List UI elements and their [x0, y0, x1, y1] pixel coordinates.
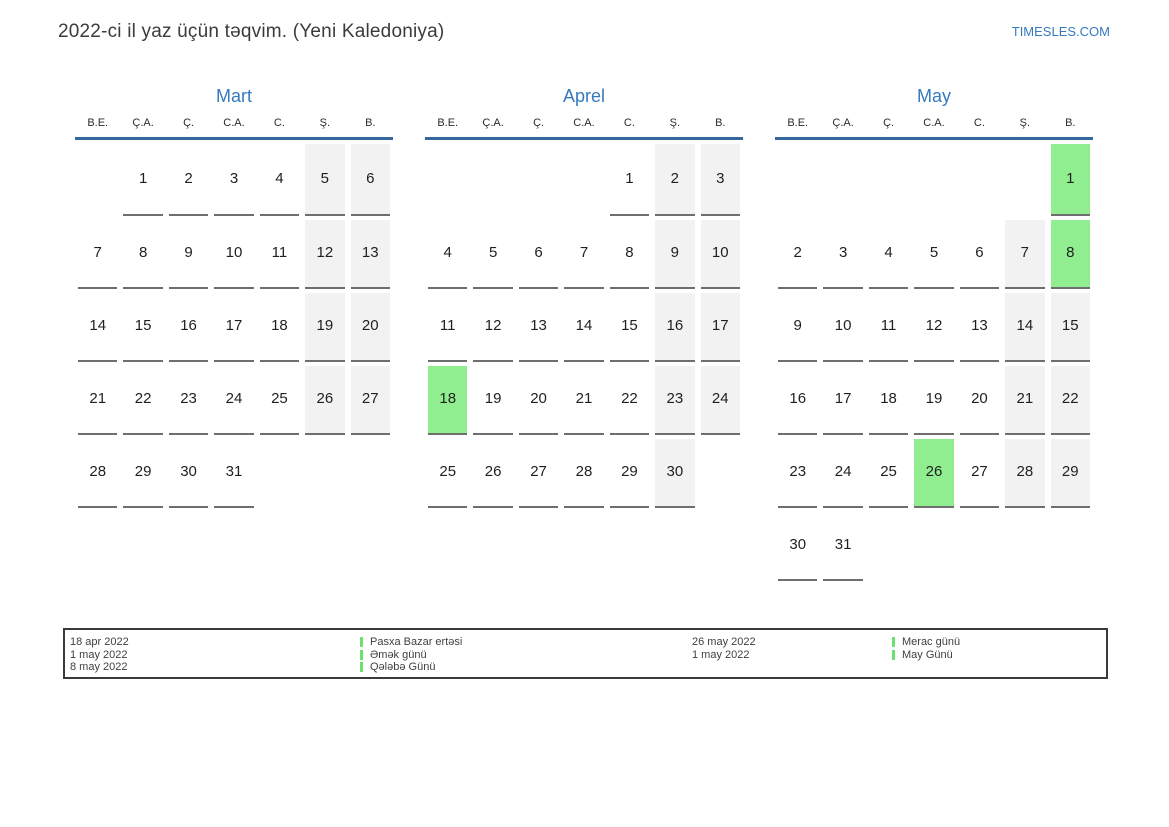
- day-cell-may-3: [820, 216, 865, 289]
- day-cell-mart-14: [75, 289, 120, 362]
- day-number: 2: [184, 169, 193, 187]
- empty-cell: [1048, 508, 1093, 581]
- weekday-label: Ç.: [183, 116, 195, 129]
- day-number: 30: [666, 463, 684, 480]
- day-cell-may-13: [957, 289, 1002, 362]
- day-number: 8: [625, 244, 634, 261]
- day-number: 8: [138, 244, 148, 261]
- day-number: 16: [789, 390, 807, 407]
- weekday-label: C.: [973, 116, 985, 129]
- day-cell-may-16: [775, 362, 820, 435]
- weekday-label: C.: [623, 116, 635, 129]
- day-number: 21: [89, 390, 107, 407]
- day-cell-may-7: [1002, 216, 1047, 289]
- legend-holiday-label: Merac günü: [902, 636, 961, 649]
- day-cell-aprel-22: [607, 362, 652, 435]
- day-cell-mart-4: [257, 140, 302, 216]
- day-cell-mart-6: [348, 140, 393, 216]
- day-cell-mart-29: [120, 435, 165, 508]
- month-may: [775, 84, 1093, 581]
- day-number: [698, 435, 743, 508]
- day-number: 23: [789, 463, 807, 480]
- day-number: 5: [488, 244, 498, 261]
- day-number: 17: [225, 317, 243, 334]
- day-cell-aprel-21: [561, 362, 606, 435]
- day-cell-mart-19: [302, 289, 347, 362]
- day-cell-may-23: [775, 435, 820, 508]
- day-cell-aprel-10: [698, 216, 743, 289]
- day-number: [348, 435, 393, 508]
- day-cell-may-18: [866, 362, 911, 435]
- day-cell-aprel-14: [561, 289, 606, 362]
- day-cell-aprel-28: [561, 435, 606, 508]
- day-number: 7: [579, 244, 589, 261]
- day-number: 4: [443, 244, 452, 261]
- day-cell-aprel-6: [516, 216, 561, 289]
- month-title: Mart: [216, 86, 252, 106]
- day-number: 19: [316, 317, 334, 334]
- day-number: 6: [534, 244, 543, 261]
- day-cell-aprel-15: [607, 289, 652, 362]
- day-cell-mart-7: [75, 216, 120, 289]
- day-cell-mart-16: [166, 289, 211, 362]
- day-cell-mart-26: [302, 362, 347, 435]
- day-number: 29: [134, 463, 152, 480]
- day-cell-aprel-18: [425, 362, 470, 435]
- day-cell-mart-10: [211, 216, 256, 289]
- day-number: 17: [834, 390, 852, 407]
- day-cell-mart-25: [257, 362, 302, 435]
- day-number: [957, 508, 1002, 581]
- empty-cell: [775, 140, 820, 216]
- day-number: 10: [834, 317, 852, 334]
- legend-holidays-column: [360, 636, 462, 673]
- holiday-marker-icon: [360, 650, 363, 660]
- day-number: [820, 140, 865, 216]
- day-number: 26: [925, 463, 943, 480]
- day-cell-aprel-26: [470, 435, 515, 508]
- legend-holiday: [360, 661, 462, 673]
- weekday-label: Ç.A.: [132, 116, 154, 129]
- day-cell-mart-23: [166, 362, 211, 435]
- day-cell-may-31: [820, 508, 865, 581]
- empty-cell: [561, 140, 606, 216]
- day-cell-may-28: [1002, 435, 1047, 508]
- weekday-label: B.E.: [87, 116, 109, 129]
- month-grid: [425, 140, 743, 508]
- weekday-label: C.: [273, 116, 285, 129]
- day-number: 29: [1061, 463, 1079, 480]
- day-number: 21: [1016, 390, 1034, 407]
- day-number: 28: [1016, 463, 1034, 480]
- empty-cell: [866, 140, 911, 216]
- day-cell-may-2: [775, 216, 820, 289]
- day-cell-mart-8: [120, 216, 165, 289]
- empty-cell: [1002, 140, 1047, 216]
- day-number: [561, 140, 606, 216]
- day-number: 16: [666, 317, 684, 334]
- day-cell-may-10: [820, 289, 865, 362]
- day-number: 17: [711, 317, 729, 334]
- day-number: 25: [439, 463, 457, 480]
- weekday-label: Ç.: [533, 116, 545, 129]
- day-number: 28: [89, 463, 107, 480]
- day-cell-mart-12: [302, 216, 347, 289]
- empty-cell: [257, 435, 302, 508]
- weekday-label: B.: [1065, 116, 1076, 129]
- day-number: [911, 508, 956, 581]
- day-cell-may-30: [775, 508, 820, 581]
- page-title: 2022-ci il yaz üçün təqvim. (Yeni Kaledoniya): [58, 21, 445, 42]
- day-number: 12: [925, 317, 943, 334]
- day-cell-mart-30: [166, 435, 211, 508]
- month-title: Aprel: [562, 86, 606, 106]
- day-cell-aprel-7: [561, 216, 606, 289]
- legend-holiday: [892, 648, 960, 660]
- day-number: 14: [575, 317, 593, 334]
- day-cell-mart-1: [120, 140, 165, 216]
- day-cell-mart-27: [348, 362, 393, 435]
- month-mart: [75, 84, 393, 508]
- weekday-header-row: [775, 108, 1093, 140]
- legend-date: 18 apr 2022: [70, 636, 129, 649]
- day-number: 24: [834, 463, 852, 480]
- day-number: 5: [929, 244, 939, 261]
- day-number: 18: [439, 390, 457, 407]
- day-cell-may-8: [1048, 216, 1093, 289]
- month-grid: [775, 140, 1093, 581]
- day-number: 19: [484, 390, 502, 407]
- day-number: 25: [271, 390, 288, 407]
- day-cell-aprel-30: [652, 435, 697, 508]
- day-number: 1: [1066, 169, 1075, 187]
- day-cell-mart-5: [302, 140, 347, 216]
- day-number: 7: [93, 244, 102, 261]
- empty-cell: [911, 140, 956, 216]
- day-number: 12: [316, 244, 334, 261]
- day-number: 11: [271, 244, 288, 261]
- day-cell-mart-18: [257, 289, 302, 362]
- day-number: 3: [229, 169, 239, 187]
- day-number: 18: [880, 390, 897, 407]
- day-number: [775, 140, 820, 216]
- day-number: 21: [575, 390, 593, 407]
- day-number: 26: [484, 463, 502, 480]
- day-cell-aprel-29: [607, 435, 652, 508]
- day-number: 19: [925, 390, 943, 407]
- day-number: 22: [134, 390, 152, 407]
- day-cell-aprel-9: [652, 216, 697, 289]
- day-number: 20: [971, 390, 988, 407]
- day-number: 27: [361, 390, 379, 407]
- day-number: [470, 140, 515, 216]
- day-number: 4: [884, 244, 893, 261]
- day-cell-may-27: [957, 435, 1002, 508]
- empty-cell: [698, 435, 743, 508]
- legend-holiday-label: Pasxa Bazar ertəsi: [370, 636, 463, 649]
- legend-holiday-label: May Günü: [902, 648, 953, 661]
- empty-cell: [75, 140, 120, 216]
- site-link[interactable]: TIMESLES.COM: [1011, 24, 1110, 39]
- weekday-header-row: [75, 108, 393, 140]
- weekday-label: Ş.: [319, 116, 331, 129]
- day-number: [866, 508, 911, 581]
- day-number: 14: [1016, 317, 1034, 334]
- day-number: 11: [880, 317, 897, 334]
- day-number: 15: [1061, 317, 1079, 334]
- day-number: 22: [1061, 390, 1079, 407]
- day-cell-may-6: [957, 216, 1002, 289]
- weekday-label: B.: [715, 116, 726, 129]
- day-cell-aprel-4: [425, 216, 470, 289]
- legend-date: 1 may 2022: [70, 648, 128, 661]
- day-number: 31: [834, 536, 852, 553]
- holiday-marker-icon: [892, 637, 895, 647]
- day-number: 29: [621, 463, 638, 480]
- day-cell-aprel-2: [652, 140, 697, 216]
- day-number: 9: [184, 244, 193, 261]
- day-cell-mart-2: [166, 140, 211, 216]
- holiday-marker-icon: [360, 637, 363, 647]
- legend-holiday-label: Qələbə Günü: [370, 660, 436, 673]
- month-aprel: [425, 84, 743, 508]
- day-number: [302, 435, 347, 508]
- day-number: [1048, 508, 1093, 581]
- holiday-marker-icon: [892, 650, 895, 660]
- day-number: 28: [575, 463, 593, 480]
- day-number: 8: [1066, 244, 1075, 261]
- day-cell-may-22: [1048, 362, 1093, 435]
- day-number: 5: [320, 169, 330, 187]
- day-cell-aprel-27: [516, 435, 561, 508]
- day-cell-mart-17: [211, 289, 256, 362]
- day-cell-may-26: [911, 435, 956, 508]
- weekday-label: Ş.: [1019, 116, 1031, 129]
- day-number: 7: [1020, 244, 1030, 261]
- day-cell-aprel-25: [425, 435, 470, 508]
- day-cell-may-20: [957, 362, 1002, 435]
- day-cell-may-29: [1048, 435, 1093, 508]
- day-cell-aprel-20: [516, 362, 561, 435]
- day-cell-aprel-19: [470, 362, 515, 435]
- weekday-label: C.A.: [923, 116, 945, 129]
- day-cell-may-5: [911, 216, 956, 289]
- empty-cell: [957, 140, 1002, 216]
- day-cell-mart-13: [348, 216, 393, 289]
- legend-dates-column: [70, 636, 129, 673]
- day-cell-may-12: [911, 289, 956, 362]
- day-number: 6: [975, 244, 984, 261]
- day-cell-mart-24: [211, 362, 256, 435]
- empty-cell: [348, 435, 393, 508]
- day-number: 31: [225, 463, 243, 480]
- legend-holiday: [892, 636, 960, 648]
- weekday-header-row: [425, 108, 743, 140]
- day-cell-may-19: [911, 362, 956, 435]
- day-cell-may-9: [775, 289, 820, 362]
- day-number: [75, 140, 120, 216]
- day-number: 2: [793, 244, 802, 261]
- day-number: 20: [530, 390, 547, 407]
- day-number: 10: [711, 244, 729, 261]
- day-number: [425, 140, 470, 216]
- day-number: 4: [275, 169, 284, 187]
- day-number: 9: [670, 244, 680, 261]
- day-number: 18: [271, 317, 288, 334]
- day-cell-may-21: [1002, 362, 1047, 435]
- day-cell-aprel-11: [425, 289, 470, 362]
- weekday-label: B.: [365, 116, 376, 129]
- day-number: 11: [439, 317, 456, 334]
- day-number: 14: [89, 317, 107, 334]
- day-number: 3: [838, 244, 848, 261]
- day-cell-mart-21: [75, 362, 120, 435]
- day-number: 26: [316, 390, 334, 407]
- day-number: 15: [621, 317, 638, 334]
- day-cell-mart-31: [211, 435, 256, 508]
- day-cell-aprel-3: [698, 140, 743, 216]
- empty-cell: [425, 140, 470, 216]
- weekday-label: B.E.: [437, 116, 459, 129]
- day-number: 23: [180, 390, 197, 407]
- weekday-label: B.E.: [787, 116, 809, 129]
- day-number: 30: [180, 463, 197, 480]
- empty-cell: [470, 140, 515, 216]
- legend-holiday-label: Əmək günü: [370, 648, 427, 661]
- day-cell-may-4: [866, 216, 911, 289]
- day-cell-mart-22: [120, 362, 165, 435]
- empty-cell: [911, 508, 956, 581]
- day-cell-mart-11: [257, 216, 302, 289]
- day-cell-aprel-23: [652, 362, 697, 435]
- legend-holidays-column: [892, 636, 960, 661]
- day-number: 27: [530, 463, 547, 480]
- day-cell-may-24: [820, 435, 865, 508]
- day-number: 13: [971, 317, 988, 334]
- day-cell-mart-20: [348, 289, 393, 362]
- day-cell-may-17: [820, 362, 865, 435]
- day-number: 30: [789, 536, 807, 553]
- day-cell-aprel-17: [698, 289, 743, 362]
- day-number: 27: [971, 463, 988, 480]
- day-number: 9: [793, 317, 802, 334]
- day-cell-aprel-8: [607, 216, 652, 289]
- empty-cell: [820, 140, 865, 216]
- legend-date: 8 may 2022: [70, 660, 128, 673]
- empty-cell: [302, 435, 347, 508]
- legend-holiday: [360, 648, 462, 660]
- day-number: 6: [366, 169, 375, 187]
- day-number: 22: [621, 390, 638, 407]
- empty-cell: [866, 508, 911, 581]
- day-cell-mart-28: [75, 435, 120, 508]
- day-number: 25: [880, 463, 897, 480]
- holiday-marker-icon: [360, 662, 363, 672]
- day-number: 1: [138, 169, 148, 187]
- weekday-label: Ç.A.: [482, 116, 504, 129]
- day-cell-may-25: [866, 435, 911, 508]
- day-cell-aprel-24: [698, 362, 743, 435]
- weekday-label: C.A.: [573, 116, 595, 129]
- legend-holiday: [360, 636, 462, 648]
- day-number: 23: [666, 390, 684, 407]
- weekday-label: Ç.A.: [832, 116, 854, 129]
- legend-dates-column: [692, 636, 756, 661]
- day-cell-aprel-5: [470, 216, 515, 289]
- empty-cell: [516, 140, 561, 216]
- day-number: [911, 140, 956, 216]
- day-number: [516, 140, 561, 216]
- day-number: 16: [180, 317, 197, 334]
- holiday-legend-box: [63, 628, 1108, 679]
- legend-date: 1 may 2022: [692, 648, 750, 661]
- day-cell-aprel-1: [607, 140, 652, 216]
- day-number: [866, 140, 911, 216]
- day-number: 24: [711, 390, 729, 407]
- day-cell-may-15: [1048, 289, 1093, 362]
- day-number: 24: [225, 390, 243, 407]
- day-number: [957, 140, 1002, 216]
- legend-date: 26 may 2022: [692, 636, 756, 649]
- day-number: [257, 435, 302, 508]
- day-cell-aprel-12: [470, 289, 515, 362]
- empty-cell: [957, 508, 1002, 581]
- day-number: 15: [134, 317, 152, 334]
- calendar-months-container: [75, 84, 1093, 581]
- day-cell-mart-9: [166, 216, 211, 289]
- empty-cell: [1002, 508, 1047, 581]
- day-number: 12: [484, 317, 502, 334]
- day-number: 1: [625, 169, 634, 187]
- day-cell-may-1: [1048, 140, 1093, 216]
- month-grid: [75, 140, 393, 508]
- day-cell-mart-15: [120, 289, 165, 362]
- day-number: 13: [530, 317, 547, 334]
- day-number: [1002, 140, 1047, 216]
- weekday-label: Ş.: [669, 116, 681, 129]
- day-cell-aprel-13: [516, 289, 561, 362]
- weekday-label: C.A.: [223, 116, 245, 129]
- day-number: [1002, 508, 1047, 581]
- weekday-label: Ç.: [883, 116, 895, 129]
- day-cell-mart-3: [211, 140, 256, 216]
- day-number: 10: [225, 244, 243, 261]
- month-title: May: [916, 86, 951, 106]
- day-cell-may-14: [1002, 289, 1047, 362]
- day-number: 3: [716, 169, 725, 187]
- day-cell-may-11: [866, 289, 911, 362]
- day-number: 13: [361, 244, 379, 261]
- day-number: 20: [361, 317, 379, 334]
- day-cell-aprel-16: [652, 289, 697, 362]
- day-number: 2: [670, 169, 680, 187]
